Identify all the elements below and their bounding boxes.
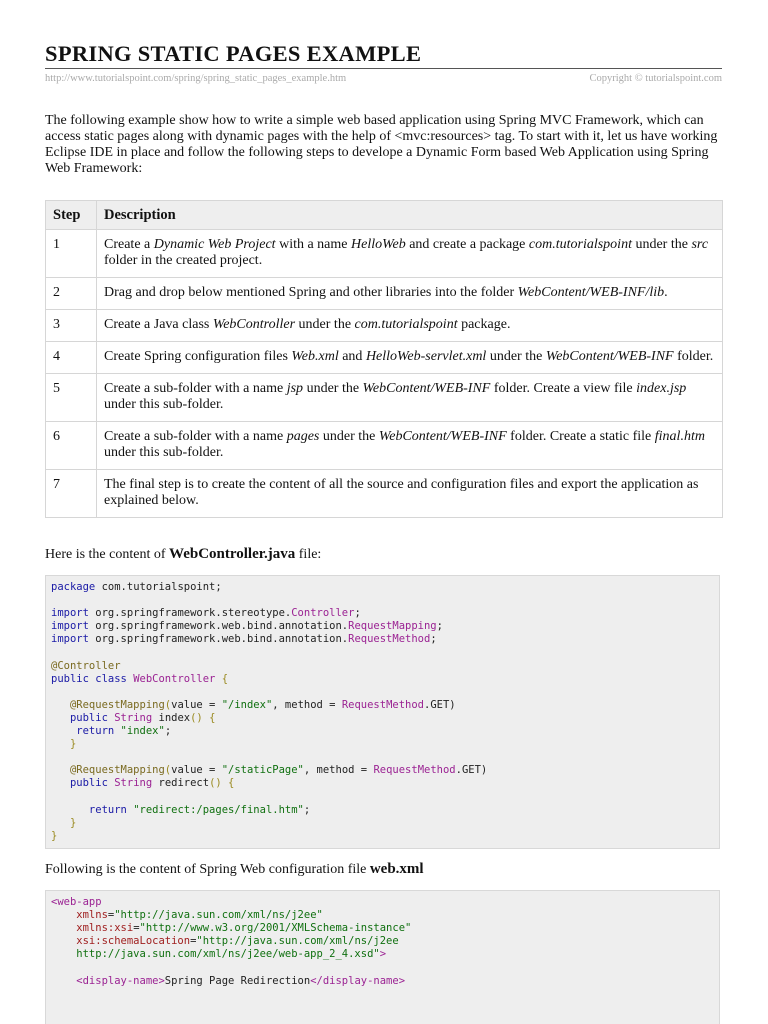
description-text: under the xyxy=(319,429,379,444)
italic-term: WebContent/WEB-INF/lib xyxy=(517,285,665,300)
java-code-line xyxy=(51,817,714,830)
code-token: index xyxy=(152,711,191,724)
description-text: under the xyxy=(486,349,546,364)
italic-term: WebController xyxy=(212,317,296,332)
step-number: 5 xyxy=(46,374,97,422)
code-token: RequestMapping xyxy=(348,620,437,633)
webcontroller-code-block xyxy=(45,575,720,849)
italic-term: Dynamic Web Project xyxy=(153,237,276,252)
code-token: } xyxy=(51,738,77,751)
code-token: ; xyxy=(430,633,437,646)
table-row xyxy=(46,278,723,310)
code-token: Spring Page Redirection xyxy=(164,974,311,987)
italic-term: index.jsp xyxy=(636,381,687,396)
code-token: @RequestMapping xyxy=(51,698,165,711)
xml-code-line xyxy=(51,935,714,948)
italic-term: WebContent/WEB-INF xyxy=(378,429,507,444)
code-token: .GET) xyxy=(455,764,488,777)
java-code-line xyxy=(51,777,714,790)
code-token: WebController xyxy=(133,672,216,685)
java-code-line xyxy=(51,607,714,620)
code-token: RequestMethod xyxy=(341,698,425,711)
java-code-line xyxy=(51,712,714,725)
code-token: RequestMethod xyxy=(348,633,431,646)
code-token: org.springframework.stereotype. xyxy=(88,607,292,620)
code-token: @Controller xyxy=(51,659,121,672)
header-description: Description xyxy=(97,201,723,230)
description-text: folder. xyxy=(673,349,714,364)
code-token: return xyxy=(51,725,115,738)
code-token: "http://www.w3.org/2001/XMLSchema-instance" xyxy=(139,922,412,935)
code-token: String xyxy=(114,777,153,790)
code-token: com.tutorialspoint; xyxy=(95,581,222,593)
description-text: The final step is to create the content of all the source and configuration files and export the application as explained below. xyxy=(104,477,699,508)
page-title: SPRING STATIC PAGES EXAMPLE xyxy=(45,41,422,66)
code-token: ( xyxy=(164,698,172,711)
italic-term: HelloWeb-servlet.xml xyxy=(365,349,487,364)
section-1-file: WebController.java xyxy=(169,546,296,562)
xml-code-line xyxy=(51,922,714,935)
java-code-line xyxy=(51,673,714,686)
code-token: public xyxy=(51,777,108,790)
xml-code-line xyxy=(51,975,714,988)
italic-term: pages xyxy=(286,429,320,444)
header-step: Step xyxy=(46,201,97,230)
code-token: } xyxy=(51,829,58,842)
source-url[interactable]: http://www.tutorialspoint.com/spring/spring_static_pages_example.htm xyxy=(45,73,347,84)
step-description xyxy=(97,422,723,470)
step-description xyxy=(97,310,723,342)
code-token: ( xyxy=(164,764,172,777)
code-token: xmlns:xsi xyxy=(51,922,134,935)
section-2-pre: Following is the content of Spring Web configuration file xyxy=(45,862,370,877)
italic-term: com.tutorialspoint xyxy=(354,317,458,332)
description-text: with a name xyxy=(275,237,351,252)
code-token: public xyxy=(51,711,108,724)
code-token: () { xyxy=(190,711,216,724)
code-token: xsi:schemaLocation xyxy=(51,935,191,948)
java-code-line xyxy=(51,686,714,699)
description-text: . xyxy=(664,285,668,300)
table-row xyxy=(46,374,723,422)
code-token: .GET) xyxy=(424,698,456,711)
java-code-line xyxy=(51,764,714,777)
code-token: <web-app xyxy=(51,896,102,908)
description-text: folder. Create a view file xyxy=(490,381,637,396)
code-token: http://java.sun.com/xml/ns/j2ee/web-app_2_4.xsd" xyxy=(51,948,380,961)
code-token: redirect xyxy=(152,777,210,790)
code-token: { xyxy=(215,672,229,685)
table-row xyxy=(46,342,723,374)
code-token: "index" xyxy=(120,725,165,738)
title-divider xyxy=(45,68,722,69)
java-code-line xyxy=(51,725,714,738)
step-number: 4 xyxy=(46,342,97,374)
code-token: , method = xyxy=(303,764,374,777)
description-text: Drag and drop below mentioned Spring and other libraries into the folder xyxy=(104,285,518,300)
code-token: org.springframework.web.bind.annotation. xyxy=(88,620,349,633)
code-token: "/index" xyxy=(221,698,273,711)
code-token: "redirect:/pages/final.htm" xyxy=(133,803,304,816)
code-token: return xyxy=(51,803,127,816)
xml-code-line xyxy=(51,909,714,922)
webxml-code-block xyxy=(45,890,720,1024)
table-header-row xyxy=(46,201,723,230)
step-description xyxy=(97,374,723,422)
italic-term: com.tutorialspoint xyxy=(528,237,632,252)
description-text: Create a sub-folder with a name xyxy=(104,381,287,396)
step-number: 6 xyxy=(46,422,97,470)
step-number: 1 xyxy=(46,230,97,278)
code-token: ; xyxy=(164,725,172,738)
code-token: @RequestMapping xyxy=(51,764,165,777)
description-text: under the xyxy=(295,317,355,332)
table-row xyxy=(46,470,723,518)
code-token: = xyxy=(107,909,115,922)
java-code-line xyxy=(51,699,714,712)
step-number: 2 xyxy=(46,278,97,310)
code-token: , method = xyxy=(272,698,342,711)
section-1-post: file: xyxy=(295,547,322,562)
description-text: and xyxy=(338,349,366,364)
code-token: Controller xyxy=(291,607,355,620)
code-token: = xyxy=(133,922,140,935)
italic-term: jsp xyxy=(286,381,304,396)
step-description xyxy=(97,470,723,518)
description-text: under this sub-folder. xyxy=(104,445,224,460)
code-token: import xyxy=(51,607,89,620)
code-token: xmlns xyxy=(51,909,108,922)
code-token: class xyxy=(95,672,127,685)
code-token: value = xyxy=(171,698,222,711)
code-token: import xyxy=(51,620,89,633)
table-row xyxy=(46,310,723,342)
webcontroller-intro xyxy=(45,546,321,563)
xml-code-line xyxy=(51,948,714,961)
code-token: <display-name> xyxy=(51,974,165,987)
java-code-line xyxy=(51,633,714,646)
intro-text: The following example show how to write a simple web based application using Spring MVC Framework, which can access static pages along with dynamic pages with the help of <mvc:resources> tag. To start with it, let us have working Eclipse IDE in place and follow the following steps to develope a Dynamic Form based Web Application using Spring Web Framework: xyxy=(45,113,718,176)
description-text: Create a Java class xyxy=(104,317,213,332)
java-code-line xyxy=(51,791,714,804)
code-token: value = xyxy=(171,764,222,777)
italic-term: HelloWeb xyxy=(351,237,406,252)
intro-paragraph xyxy=(45,113,725,177)
code-token: ; xyxy=(303,803,311,816)
code-token: () { xyxy=(209,777,235,790)
italic-term: final.htm xyxy=(654,429,705,444)
step-description xyxy=(97,278,723,310)
section-1-pre: Here is the content of xyxy=(45,547,170,562)
description-text: folder in the created project. xyxy=(104,253,263,268)
code-token: > xyxy=(379,948,387,961)
java-code-line xyxy=(51,581,714,594)
description-text: Create a xyxy=(104,237,154,252)
description-text: under this sub-folder. xyxy=(104,397,224,412)
java-code-line xyxy=(51,646,714,659)
step-number: 3 xyxy=(46,310,97,342)
java-code-line xyxy=(51,830,714,843)
steps-table xyxy=(45,200,723,518)
section-2-file: web.xml xyxy=(369,861,424,877)
code-token: ; xyxy=(436,620,443,633)
description-text: package. xyxy=(457,317,511,332)
description-text: folder. Create a static file xyxy=(506,429,655,444)
code-token: RequestMethod xyxy=(373,764,456,777)
description-text: under the xyxy=(631,237,692,252)
code-token: import xyxy=(51,633,89,646)
table-row xyxy=(46,230,723,278)
italic-term: WebContent/WEB-INF xyxy=(545,349,674,364)
step-number: 7 xyxy=(46,470,97,518)
java-code-line xyxy=(51,594,714,607)
italic-term: src xyxy=(691,237,709,252)
code-token: } xyxy=(51,816,77,829)
code-token: package xyxy=(51,581,96,593)
code-token: </display-name> xyxy=(310,974,406,987)
code-token: String xyxy=(114,711,153,724)
code-token: "http://java.sun.com/xml/ns/j2ee xyxy=(196,935,399,948)
table-row xyxy=(46,422,723,470)
java-code-line xyxy=(51,804,714,817)
italic-term: Web.xml xyxy=(291,349,339,364)
step-description xyxy=(97,230,723,278)
xml-code-line xyxy=(51,896,714,909)
xml-code-line xyxy=(51,961,714,974)
description-text: and create a package xyxy=(405,237,529,252)
java-code-line xyxy=(51,660,714,673)
code-token: = xyxy=(190,935,197,948)
code-token: org.springframework.web.bind.annotation. xyxy=(88,633,349,646)
java-code-line xyxy=(51,751,714,764)
code-token: public xyxy=(51,672,89,685)
copyright-notice: Copyright © tutorialspoint.com xyxy=(589,73,722,84)
description-text: under the xyxy=(303,381,363,396)
java-code-line xyxy=(51,738,714,751)
code-token: "/staticPage" xyxy=(221,764,304,777)
webxml-intro xyxy=(45,861,424,878)
step-description xyxy=(97,342,723,374)
java-code-line xyxy=(51,620,714,633)
steps-table-body xyxy=(46,230,723,518)
description-text: Create a sub-folder with a name xyxy=(104,429,287,444)
code-token: "http://java.sun.com/xml/ns/j2ee" xyxy=(114,909,323,922)
description-text: Create Spring configuration files xyxy=(104,349,292,364)
italic-term: WebContent/WEB-INF xyxy=(362,381,491,396)
code-token: ; xyxy=(354,607,361,620)
